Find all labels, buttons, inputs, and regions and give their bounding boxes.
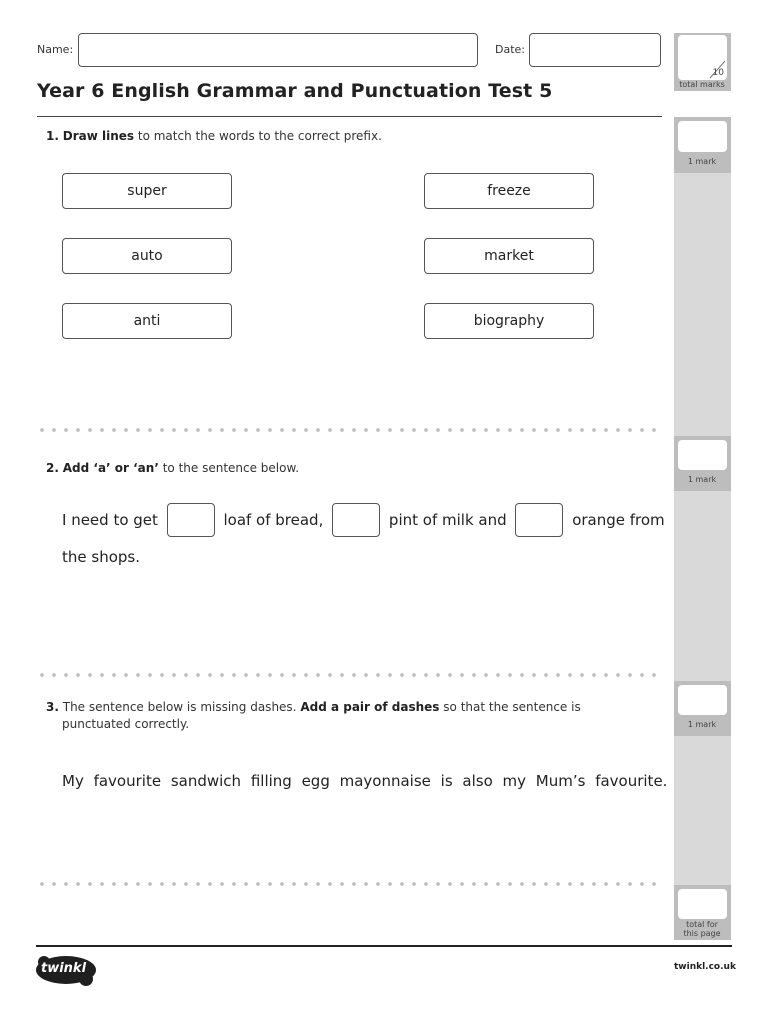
q1-prompt bbox=[46, 129, 382, 143]
total-marks-label: total marks bbox=[679, 80, 725, 89]
q2-answer-box[interactable] bbox=[332, 503, 380, 537]
footer-site[interactable]: twinkl.co.uk bbox=[674, 962, 736, 972]
q2-answer-box[interactable] bbox=[167, 503, 215, 537]
page-total-label-line2: this page bbox=[683, 929, 721, 938]
marks-column bbox=[674, 117, 731, 940]
name-field[interactable] bbox=[78, 33, 478, 67]
q1-mark-box[interactable] bbox=[678, 121, 727, 152]
q1-left-word[interactable]: anti bbox=[62, 303, 232, 339]
date-field[interactable] bbox=[529, 33, 661, 67]
section-divider bbox=[36, 673, 664, 677]
q2-answer-box[interactable] bbox=[515, 503, 563, 537]
total-marks-value: 10 bbox=[712, 68, 724, 78]
page-total-label-line1: total for bbox=[686, 920, 718, 929]
q1-number: 1. bbox=[46, 129, 59, 143]
section-divider bbox=[36, 428, 664, 432]
q2-instruction-bold: Add ‘a’ or ‘an’ bbox=[62, 461, 159, 475]
q2-number: 2. bbox=[46, 461, 59, 475]
q2-prompt bbox=[46, 461, 299, 475]
q3-number: 3. bbox=[46, 700, 59, 714]
title-divider bbox=[37, 116, 662, 117]
total-marks-box[interactable] bbox=[678, 35, 727, 80]
page-title: Year 6 English Grammar and Punctuation Test 5 bbox=[37, 80, 553, 102]
q2-text: pint of milk and bbox=[388, 511, 507, 529]
q1-left-word[interactable]: auto bbox=[62, 238, 232, 274]
name-label: Name: bbox=[37, 43, 74, 56]
q3-mark-box[interactable] bbox=[678, 685, 727, 715]
q2-text: I need to get bbox=[62, 511, 158, 529]
logo-text: twinkl bbox=[41, 961, 87, 976]
footer-rule bbox=[36, 945, 732, 947]
q2-sentence-line1 bbox=[62, 503, 665, 537]
q2-sentence-line2: the shops. bbox=[62, 548, 140, 566]
q2-mark-label: 1 mark bbox=[687, 475, 717, 484]
q1-mark-label: 1 mark bbox=[687, 157, 717, 166]
q1-right-word[interactable]: market bbox=[424, 238, 594, 274]
q3-instruction-text: so that the sentence is bbox=[443, 700, 581, 714]
q3-prompt bbox=[46, 698, 626, 716]
q2-text: orange from bbox=[572, 511, 665, 529]
q1-right-word[interactable]: freeze bbox=[424, 173, 594, 209]
q1-instruction-rest: to match the words to the correct prefix. bbox=[134, 129, 382, 143]
page-total-box[interactable] bbox=[678, 889, 727, 919]
q3-instruction-text: The sentence below is missing dashes. bbox=[62, 700, 297, 714]
page-total-label bbox=[674, 920, 730, 938]
q1-instruction-bold: Draw lines bbox=[62, 129, 135, 143]
q2-mark-box[interactable] bbox=[678, 440, 727, 470]
section-divider bbox=[36, 882, 664, 886]
q3-instruction-continued: punctuated correctly. bbox=[62, 717, 190, 731]
q1-left-word[interactable]: super bbox=[62, 173, 232, 209]
twinkl-logo bbox=[34, 952, 98, 988]
q2-text: loaf of bread, bbox=[223, 511, 324, 529]
q3-instruction-bold: Add a pair of dashes bbox=[300, 700, 440, 714]
q2-instruction-rest: to the sentence below. bbox=[158, 461, 300, 475]
q1-right-word[interactable]: biography bbox=[424, 303, 594, 339]
q3-sentence: My favourite sandwich filling egg mayonnaise is also my Mum’s favourite. bbox=[62, 772, 668, 790]
date-label: Date: bbox=[495, 43, 525, 56]
q3-mark-label: 1 mark bbox=[687, 720, 717, 729]
